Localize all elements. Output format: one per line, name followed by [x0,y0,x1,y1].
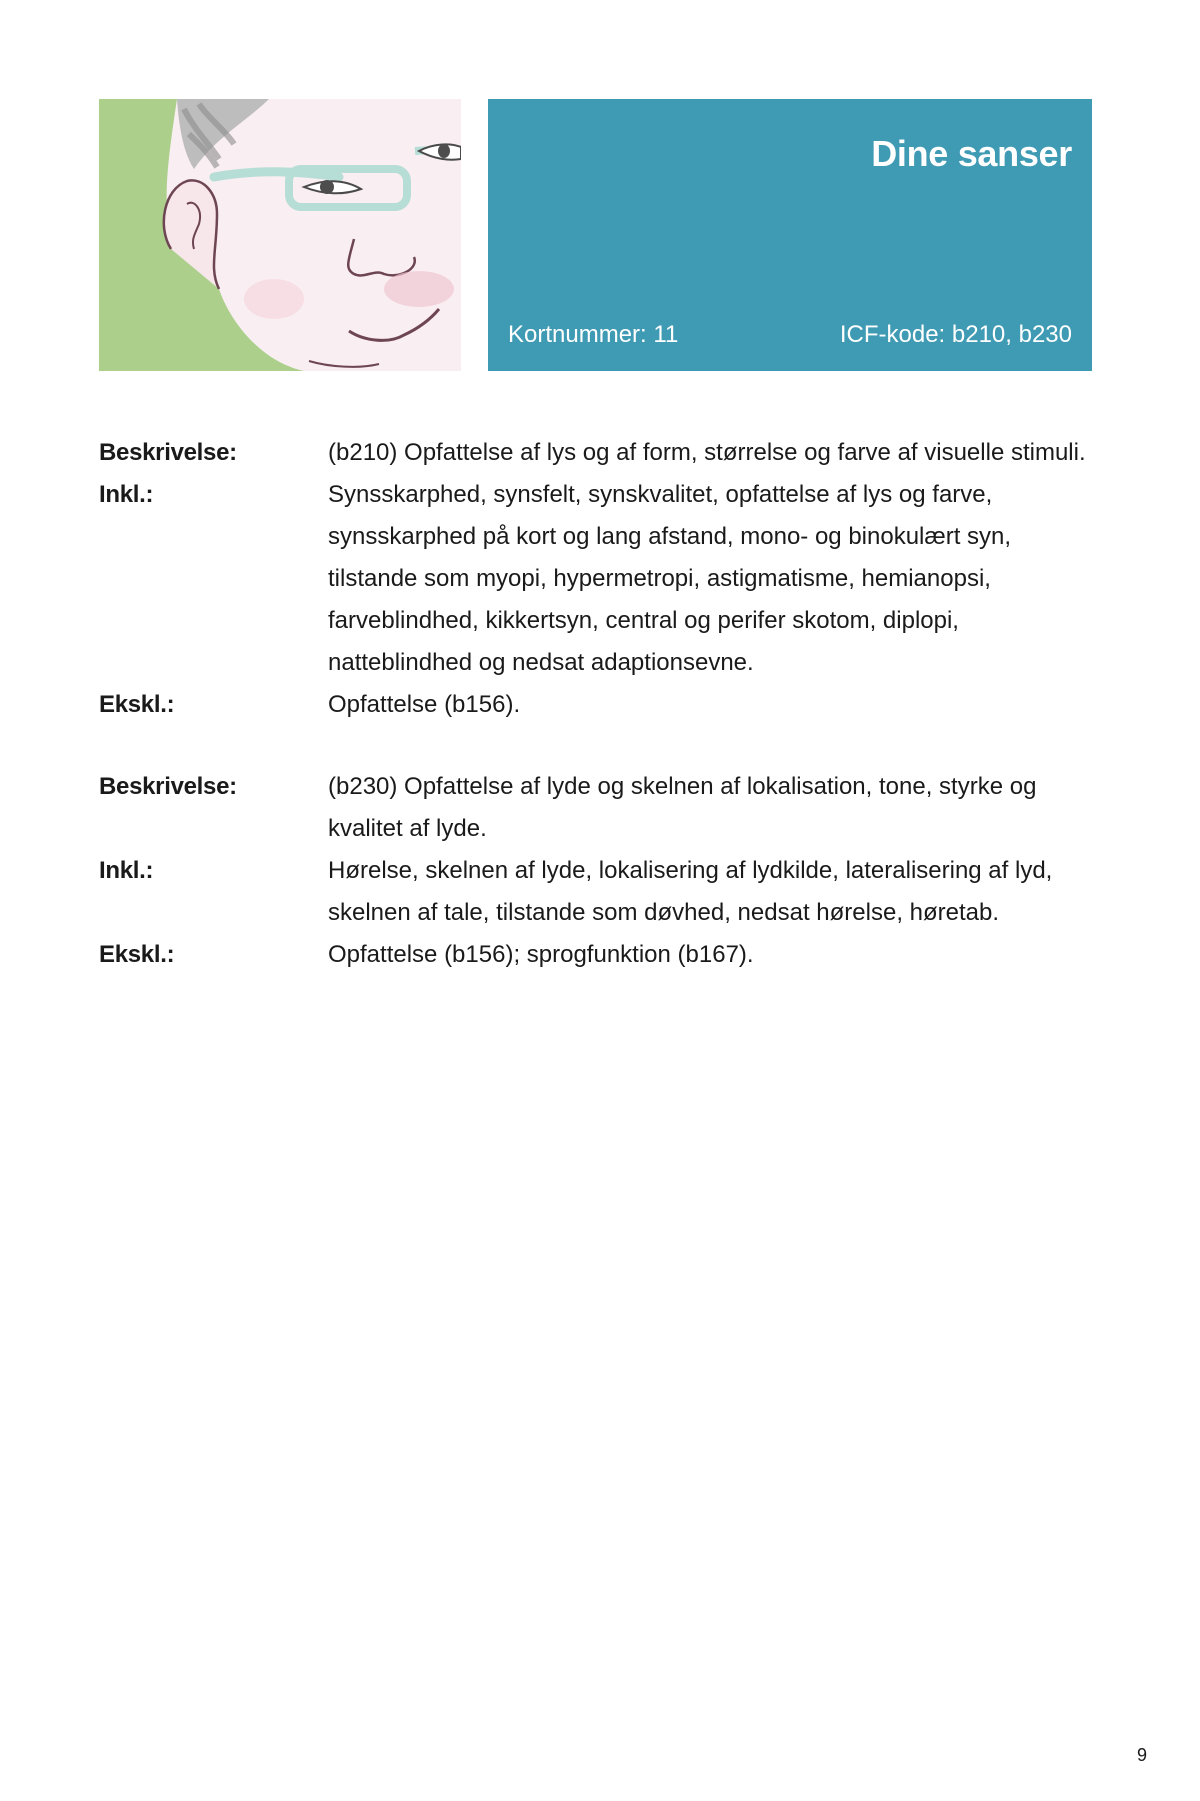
include-text: Hørelse, skelnen af lyde, lokalisering af lydkilde, lateralisering af lyd, skelnen af tale, tilstande som døvhed, nedsat hørelse, høretab. [328,857,1053,926]
exclude-text: Opfattelse (b156); sprogfunktion (b167). [328,941,754,968]
exclude-label: Ekskl.: [99,941,175,968]
exclude-row [99,684,1099,726]
card-number: Kortnummer: 11 [508,321,679,348]
include-label: Inkl.: [99,857,154,884]
face-illustration [99,99,461,371]
card-title: Dine sanser [871,133,1072,174]
description-label: Beskrivelse: [99,439,237,466]
exclude-row [99,934,1099,976]
description-text: (b230) Opfattelse af lyde og skelnen af lokalisation, tone, styrke og kvalitet af lyde. [328,773,1037,842]
entry-b210 [99,432,1099,726]
page-number: 9 [1136,1745,1147,1765]
description-row [99,432,1099,474]
icf-code: ICF-kode: b210, b230 [839,321,1072,348]
card-header-panel [488,99,1092,371]
description-row [99,766,1099,850]
description-label: Beskrivelse: [99,773,237,800]
include-label: Inkl.: [99,481,154,508]
description-text: (b210) Opfattelse af lys og af form, størrelse og farve af visuelle stimuli. [328,439,1086,466]
entry-b230 [99,766,1099,976]
exclude-label: Ekskl.: [99,691,175,718]
include-text: Synsskarphed, synsfelt, synskvalitet, opfattelse af lys og farve, synsskarphed på kort og lang afstand, mono- og binokulært syn, tilstande som myopi, hypermetropi, astigmatisme, hemianopsi, farveblindhed, kikkertsyn, central og perifer skotom, diplopi, natteblindhed og nedsat adaptionsevne. [328,481,1012,676]
include-row [99,474,1099,684]
exclude-text: Opfattelse (b156). [328,691,521,718]
entries-list [99,432,1099,1016]
include-row [99,850,1099,934]
